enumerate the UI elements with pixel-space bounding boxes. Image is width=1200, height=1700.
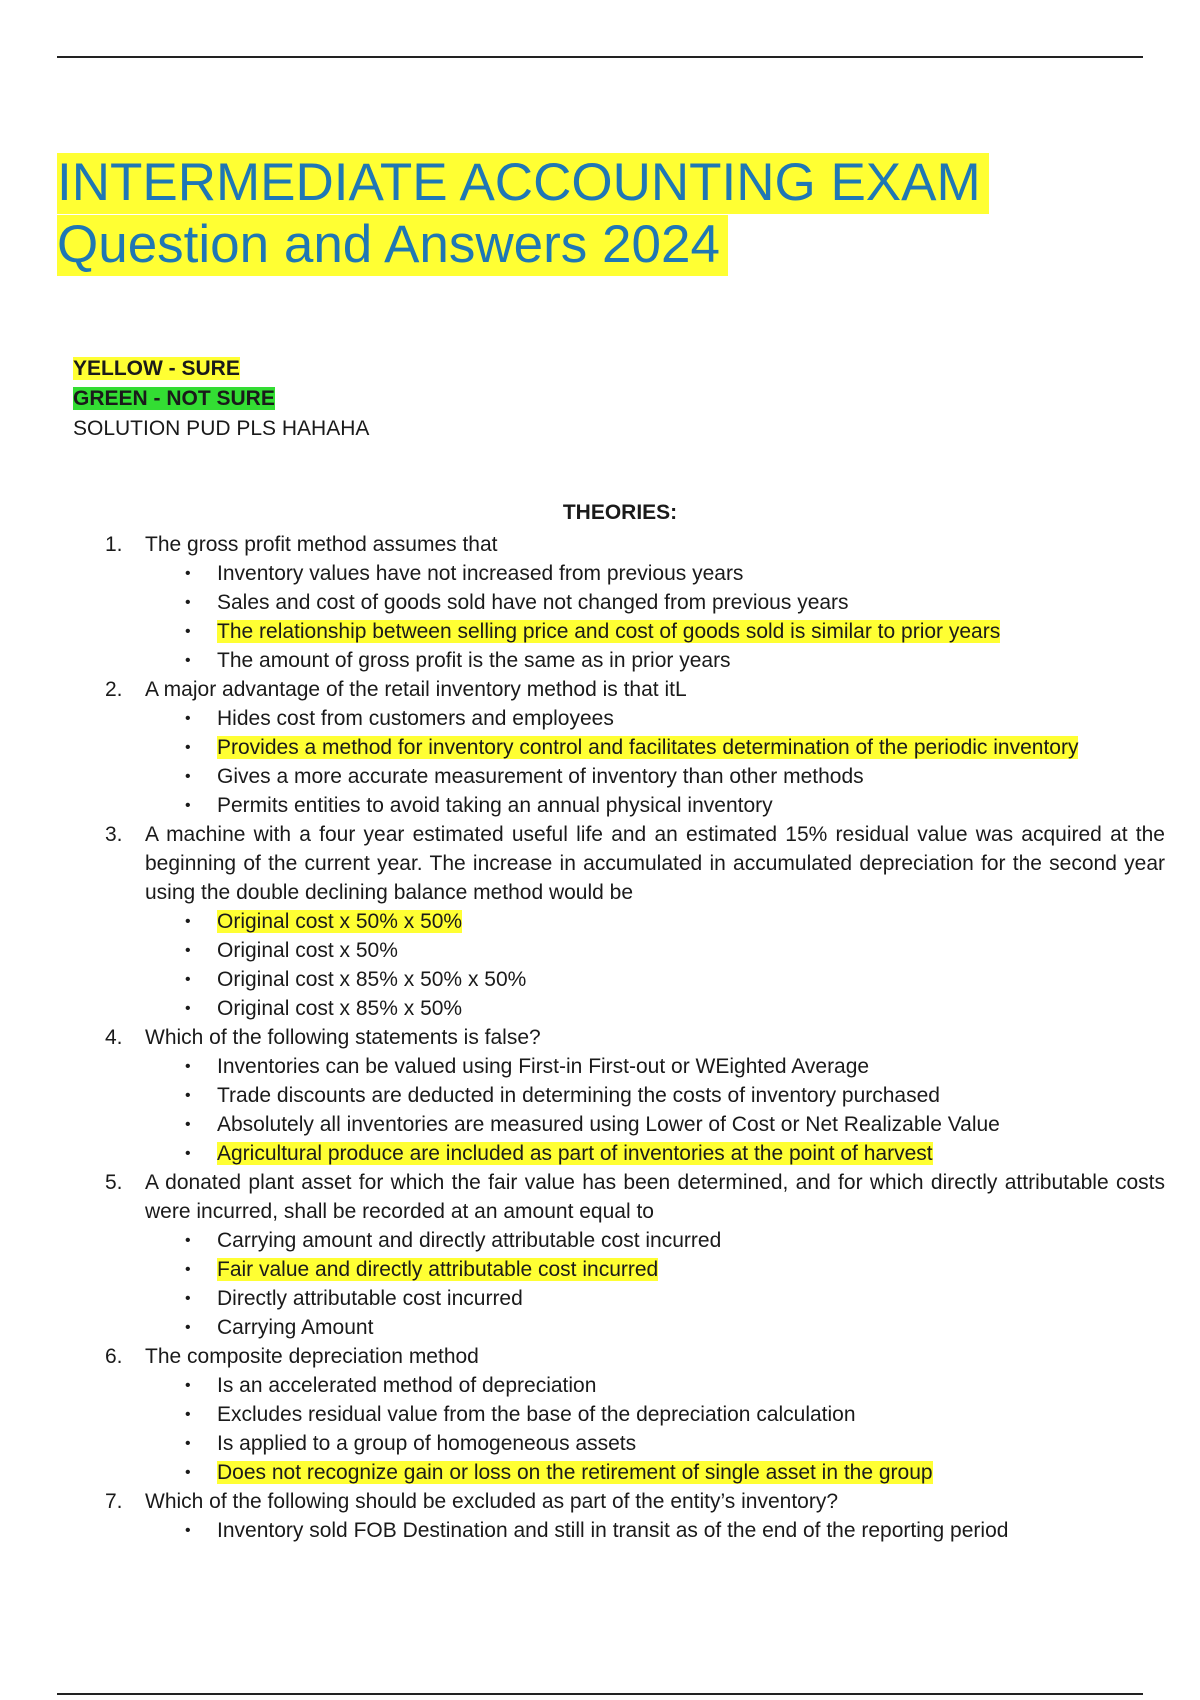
option-item — [105, 1081, 1165, 1110]
legend-yellow-sure: YELLOW - SURE — [73, 357, 240, 380]
bullet-icon: • — [185, 797, 191, 814]
document-title — [57, 152, 1157, 276]
option-text: Trade discounts are deducted in determining the costs of inventory purchased — [217, 1084, 940, 1107]
legend — [73, 354, 369, 444]
question-number: 6. — [105, 1345, 123, 1368]
option-list — [105, 1226, 1165, 1342]
option-text: Is applied to a group of homogeneous assets — [217, 1432, 637, 1455]
option-text: Carrying Amount — [217, 1316, 374, 1339]
option-list — [105, 1516, 1165, 1545]
option-list — [105, 559, 1165, 675]
question-number: 3. — [105, 823, 123, 846]
option-text: Inventories can be valued using First-in First-out or WEighted Average — [217, 1055, 870, 1078]
question-number: 4. — [105, 1026, 123, 1049]
bullet-icon: • — [185, 1261, 191, 1278]
option-item — [105, 1313, 1165, 1342]
question-item — [105, 820, 1165, 907]
question-item — [105, 1168, 1165, 1226]
option-item — [105, 617, 1165, 646]
option-text: Carrying amount and directly attributable cost incurred — [217, 1229, 722, 1252]
legend-green-not-sure: GREEN - NOT SURE — [73, 387, 275, 410]
option-item — [105, 1371, 1165, 1400]
question-text: Which of the following should be excluded as part of the entity’s inventory? — [145, 1490, 839, 1513]
question-item — [105, 1023, 1165, 1052]
option-item — [105, 1255, 1165, 1284]
bullet-icon: • — [185, 1464, 191, 1481]
bullet-icon: • — [185, 623, 191, 640]
option-text: Excludes residual value from the base of the depreciation calculation — [217, 1403, 856, 1426]
question-item — [105, 1342, 1165, 1371]
question-item — [105, 530, 1165, 559]
option-text: Inventory sold FOB Destination and still in transit as of the end of the reporting period — [217, 1519, 1009, 1542]
footer-rule — [57, 1693, 1143, 1695]
option-item — [105, 1458, 1165, 1487]
option-item — [105, 1516, 1165, 1545]
question-text: A major advantage of the retail inventory method is that itL — [145, 678, 687, 701]
option-text: Inventory values have not increased from previous years — [217, 562, 744, 585]
option-list — [105, 1052, 1165, 1168]
option-item — [105, 733, 1165, 762]
header-rule — [57, 56, 1143, 58]
option-text: Directly attributable cost incurred — [217, 1287, 523, 1310]
option-text: Absolutely all inventories are measured using Lower of Cost or Net Realizable Value — [217, 1113, 1000, 1136]
question-number: 2. — [105, 678, 123, 701]
question-number: 7. — [105, 1490, 123, 1513]
section-title-theories: THEORIES: — [562, 501, 678, 524]
option-text-highlighted: Provides a method for inventory control and facilitates determination of the periodic inventory — [217, 736, 1079, 759]
option-list — [105, 1371, 1165, 1487]
bullet-icon: • — [185, 1377, 191, 1394]
bullet-icon: • — [185, 1319, 191, 1336]
question-text: A donated plant asset for which the fair value has been determined, and for which directly attributable costs were incurred, shall be recorded at an amount equal to — [145, 1171, 1165, 1223]
bullet-icon: • — [185, 971, 191, 988]
question-number: 1. — [105, 533, 123, 556]
option-item — [105, 965, 1165, 994]
question-text: The composite depreciation method — [145, 1345, 479, 1368]
bullet-icon: • — [185, 1290, 191, 1307]
option-list — [105, 907, 1165, 1023]
option-text: Is an accelerated method of depreciation — [217, 1374, 597, 1397]
option-item — [105, 588, 1165, 617]
bullet-icon: • — [185, 652, 191, 669]
question-list — [105, 530, 1165, 1545]
option-item — [105, 1052, 1165, 1081]
option-item — [105, 907, 1165, 936]
option-item — [105, 559, 1165, 588]
question-text: The gross profit method assumes that — [145, 533, 498, 556]
bullet-icon: • — [185, 739, 191, 756]
option-item — [105, 994, 1165, 1023]
bullet-icon: • — [185, 1406, 191, 1423]
option-item — [105, 936, 1165, 965]
option-item — [105, 1226, 1165, 1255]
bullet-icon: • — [185, 1232, 191, 1249]
option-text-highlighted: Original cost x 50% x 50% — [217, 910, 463, 933]
bullet-icon: • — [185, 913, 191, 930]
bullet-icon: • — [185, 1087, 191, 1104]
option-list — [105, 704, 1165, 820]
option-text-highlighted: Fair value and directly attributable cost incurred — [217, 1258, 659, 1281]
bullet-icon: • — [185, 942, 191, 959]
option-item — [105, 1284, 1165, 1313]
bullet-icon: • — [185, 1058, 191, 1075]
option-text-highlighted: Agricultural produce are included as part of inventories at the point of harvest — [217, 1142, 933, 1165]
legend-note: SOLUTION PUD PLS HAHAHA — [73, 417, 370, 440]
question-item — [105, 675, 1165, 704]
option-text: Original cost x 85% x 50% x 50% — [217, 968, 527, 991]
option-item — [105, 1429, 1165, 1458]
bullet-icon: • — [185, 1145, 191, 1162]
bullet-icon: • — [185, 1435, 191, 1452]
title-line-1: INTERMEDIATE ACCOUNTING EXAM — [57, 153, 989, 214]
question-text: Which of the following statements is false? — [145, 1026, 541, 1049]
option-text: Permits entities to avoid taking an annual physical inventory — [217, 794, 773, 817]
option-text: Sales and cost of goods sold have not changed from previous years — [217, 591, 849, 614]
option-text: The amount of gross profit is the same as in prior years — [217, 649, 731, 672]
option-item — [105, 1139, 1165, 1168]
option-text: Original cost x 50% — [217, 939, 398, 962]
option-text: Gives a more accurate measurement of inventory than other methods — [217, 765, 864, 788]
option-item — [105, 1110, 1165, 1139]
bullet-icon: • — [185, 710, 191, 727]
bullet-icon: • — [185, 1522, 191, 1539]
question-text: A machine with a four year estimated useful life and an estimated 15% residual value was acquired at the beginning of the current year. The increase in accumulated in accumulated depreciation for the second year using the double declining balance method would be — [145, 823, 1165, 904]
question-number: 5. — [105, 1171, 123, 1194]
bullet-icon: • — [185, 768, 191, 785]
option-item — [105, 704, 1165, 733]
option-text: Hides cost from customers and employees — [217, 707, 614, 730]
bullet-icon: • — [185, 594, 191, 611]
option-text: Original cost x 85% x 50% — [217, 997, 463, 1020]
option-item — [105, 762, 1165, 791]
option-text-highlighted: The relationship between selling price and cost of goods sold is similar to prior years — [217, 620, 1001, 643]
option-text-highlighted: Does not recognize gain or loss on the retirement of single asset in the group — [217, 1461, 933, 1484]
option-item — [105, 1400, 1165, 1429]
bullet-icon: • — [185, 1000, 191, 1017]
option-item — [105, 646, 1165, 675]
title-line-2: Question and Answers 2024 — [57, 215, 728, 276]
bullet-icon: • — [185, 565, 191, 582]
option-item — [105, 791, 1165, 820]
bullet-icon: • — [185, 1116, 191, 1133]
question-item — [105, 1487, 1165, 1516]
